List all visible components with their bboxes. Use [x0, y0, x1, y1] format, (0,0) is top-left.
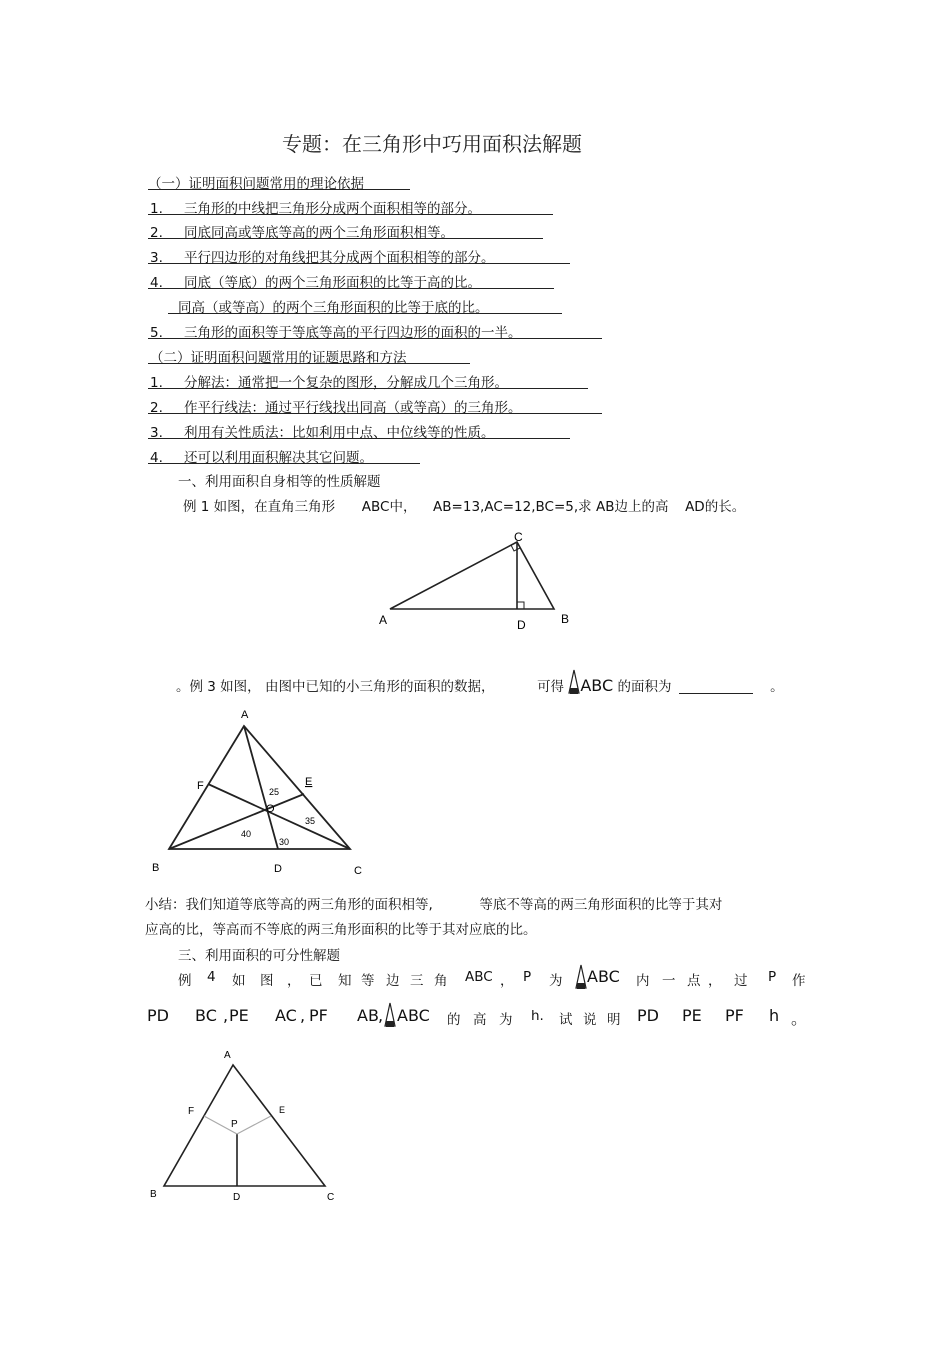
ex4-token: 点	[687, 973, 701, 989]
ex4-token: ,	[223, 1006, 229, 1025]
underline	[148, 288, 554, 289]
example1-text	[183, 495, 745, 515]
triangle-icon	[568, 669, 580, 695]
example3-part-a: 。例 3 如图， 由图中已知的小三角形的面积的数据，	[176, 679, 495, 695]
ex4-token: 明	[607, 1012, 621, 1028]
ex4-token: ,	[378, 1006, 384, 1025]
area-label-25: 25	[269, 787, 280, 797]
item-text: 利用有关性质法：比如利用中点、中位线等的性质。	[184, 425, 495, 441]
label-f: F	[188, 1106, 195, 1117]
underline	[148, 189, 410, 190]
underline	[148, 388, 588, 389]
item-number: 5.	[150, 325, 163, 341]
ex4-token: 角	[434, 973, 448, 989]
page-title: 专题：在三角形中巧用面积法解题	[282, 132, 582, 156]
ex4-token: PF	[309, 1006, 328, 1025]
ex4-token: PE	[229, 1006, 249, 1025]
example1-part-d: AD的长。	[685, 499, 746, 515]
label-d: D	[233, 1192, 241, 1203]
underline	[148, 363, 470, 364]
label-a: A	[224, 1050, 231, 1061]
item-text: 分解法：通常把一个复杂的图形，分解成几个三角形。	[184, 375, 508, 391]
label-c: C	[514, 530, 523, 544]
ex4-token: 的	[447, 1012, 461, 1028]
label-b: B	[152, 862, 160, 874]
label-e: E	[305, 776, 313, 788]
answer-blank	[679, 679, 753, 694]
item-text: 同底同高或等底等高的两个三角形面积相等。	[184, 225, 454, 241]
ex4-token: ABC	[465, 969, 493, 985]
right-angle-mark-d	[517, 602, 524, 609]
ex4-token: 一	[662, 973, 676, 989]
figure-2-cevian-triangle	[145, 704, 375, 880]
item-text: 三角形的面积等于等底等高的平行四边形的面积的一半。	[184, 325, 522, 341]
triangle-abc	[164, 1065, 325, 1186]
example3-part-b: 可得	[537, 679, 565, 695]
item-number: 2.	[150, 225, 163, 241]
ex4-token: PD	[637, 1006, 659, 1025]
ex4-token: 三	[410, 973, 424, 989]
ex4-token: 说	[583, 1012, 597, 1028]
ex4-token: h.	[531, 1008, 544, 1024]
underline	[148, 263, 570, 264]
example3-text	[176, 669, 784, 695]
item-text: 还可以利用面积解决其它问题。	[184, 450, 373, 466]
ex4-token: 如	[232, 973, 246, 989]
item-number: 3.	[150, 250, 163, 266]
example1-part-c: AB=13,AC=12,BC=5,求 AB边上的高	[433, 499, 669, 515]
label-b: B	[561, 612, 570, 626]
label-e: E	[279, 1105, 286, 1115]
example1-part-b: ABC中，	[361, 499, 417, 515]
label-o: O	[266, 803, 275, 815]
example3-part-e: 。	[770, 679, 784, 695]
ex4-token: 为	[549, 973, 563, 989]
ex4-token: 试	[559, 1012, 573, 1028]
underline	[148, 463, 420, 464]
ex4-token: ，	[708, 973, 722, 989]
part1-heading-text: （一）证明面积问题常用的理论依据	[148, 176, 364, 192]
label-b: B	[150, 1189, 157, 1200]
ex4-token: ，	[500, 973, 514, 989]
summary-line-2: 应高的比，等高而不等底的两三角形面积的比等于其对应底的比。	[145, 922, 537, 938]
ex4-token: BC	[195, 1006, 217, 1025]
ex4-token: 已	[309, 973, 323, 989]
section3-heading: 三、利用面积的可分性解题	[178, 948, 340, 964]
ex4-token: PF	[725, 1006, 744, 1025]
ex4-token: 高	[473, 1012, 487, 1028]
label-a: A	[379, 613, 388, 627]
item-number: 1.	[150, 201, 163, 217]
item-text: 作平行线法：通过平行线找出同高（或等高）的三角形。	[184, 400, 522, 416]
ex4-token: 边	[386, 973, 400, 989]
example3-part-d: 的面积为	[617, 679, 672, 695]
ex4-token: 作	[792, 973, 806, 989]
area-label-30: 30	[279, 837, 290, 847]
area-label-40: 40	[241, 829, 252, 839]
triangle-abc	[390, 542, 554, 609]
segment-pe	[237, 1116, 271, 1134]
label-p: P	[231, 1119, 238, 1130]
area-label-35: 35	[305, 816, 316, 826]
summary-part-b: 等底不等高的两三角形面积的比等于其对	[479, 897, 723, 913]
label-d: D	[274, 863, 282, 875]
label-c: C	[327, 1192, 335, 1203]
ex4-token: P	[768, 969, 777, 985]
summary-line-1	[145, 893, 722, 913]
triangle-icon	[384, 1002, 396, 1028]
ex4-token: 图	[260, 973, 274, 989]
ex4-token: ，	[287, 973, 301, 989]
label-d: D	[517, 618, 526, 632]
underline	[168, 313, 562, 314]
underline	[148, 413, 602, 414]
ex4-token: ABC	[587, 967, 620, 986]
ex4-token: 等	[361, 973, 375, 989]
ex4-token: 。	[791, 1009, 808, 1028]
section1-heading: 一、利用面积自身相等的性质解题	[178, 474, 381, 490]
label-c: C	[354, 865, 362, 877]
item-number: 2.	[150, 400, 163, 416]
label-f: F	[197, 780, 204, 792]
ex4-token: P	[523, 969, 532, 985]
ex4-token: 内	[636, 973, 650, 989]
figure-3-equilateral-triangle	[145, 1045, 345, 1205]
underline	[148, 438, 570, 439]
ex4-token: ,	[300, 1006, 306, 1025]
ex4-token: ABC	[397, 1006, 430, 1025]
item-number: 3.	[150, 425, 163, 441]
underline	[148, 338, 602, 339]
part2-heading: （二）证明面积问题常用的证题思路和方法	[150, 350, 407, 366]
item-text: 三角形的中线把三角形分成两个面积相等的部分。	[184, 201, 481, 217]
ex4-token: h	[769, 1006, 780, 1025]
summary-part-a: 小结：我们知道等底等高的两三角形的面积相等,	[145, 897, 433, 913]
item-number: 4.	[150, 450, 163, 466]
figure-1-right-triangle	[370, 528, 580, 636]
triangle-icon	[575, 964, 587, 990]
ex4-token: AC	[275, 1006, 297, 1025]
item-number: 1.	[150, 375, 163, 391]
item-text: 同高（或等高）的两个三角形面积的比等于底的比。	[178, 300, 489, 316]
example1-part-a: 例 1 如图，在直角三角形	[183, 499, 336, 515]
ex4-token: 4	[207, 969, 216, 985]
example3-abc: ABC	[580, 676, 614, 695]
item-text: 同底（等底）的两个三角形面积的比等于高的比。	[184, 275, 481, 291]
underline	[148, 238, 543, 239]
underline	[148, 214, 553, 215]
ex4-token: PE	[682, 1006, 702, 1025]
ex4-token: 为	[499, 1012, 513, 1028]
ex4-token: PD	[147, 1006, 169, 1025]
item-text: 平行四边形的对角线把其分成两个面积相等的部分。	[184, 250, 495, 266]
label-a: A	[241, 709, 249, 721]
ex4-token: 知	[338, 973, 352, 989]
item-number: 4.	[150, 275, 163, 291]
ex4-token: AB	[357, 1006, 379, 1025]
ex4-token: 过	[734, 973, 748, 989]
ex4-token: 例	[178, 973, 192, 989]
part1-heading	[148, 172, 410, 192]
